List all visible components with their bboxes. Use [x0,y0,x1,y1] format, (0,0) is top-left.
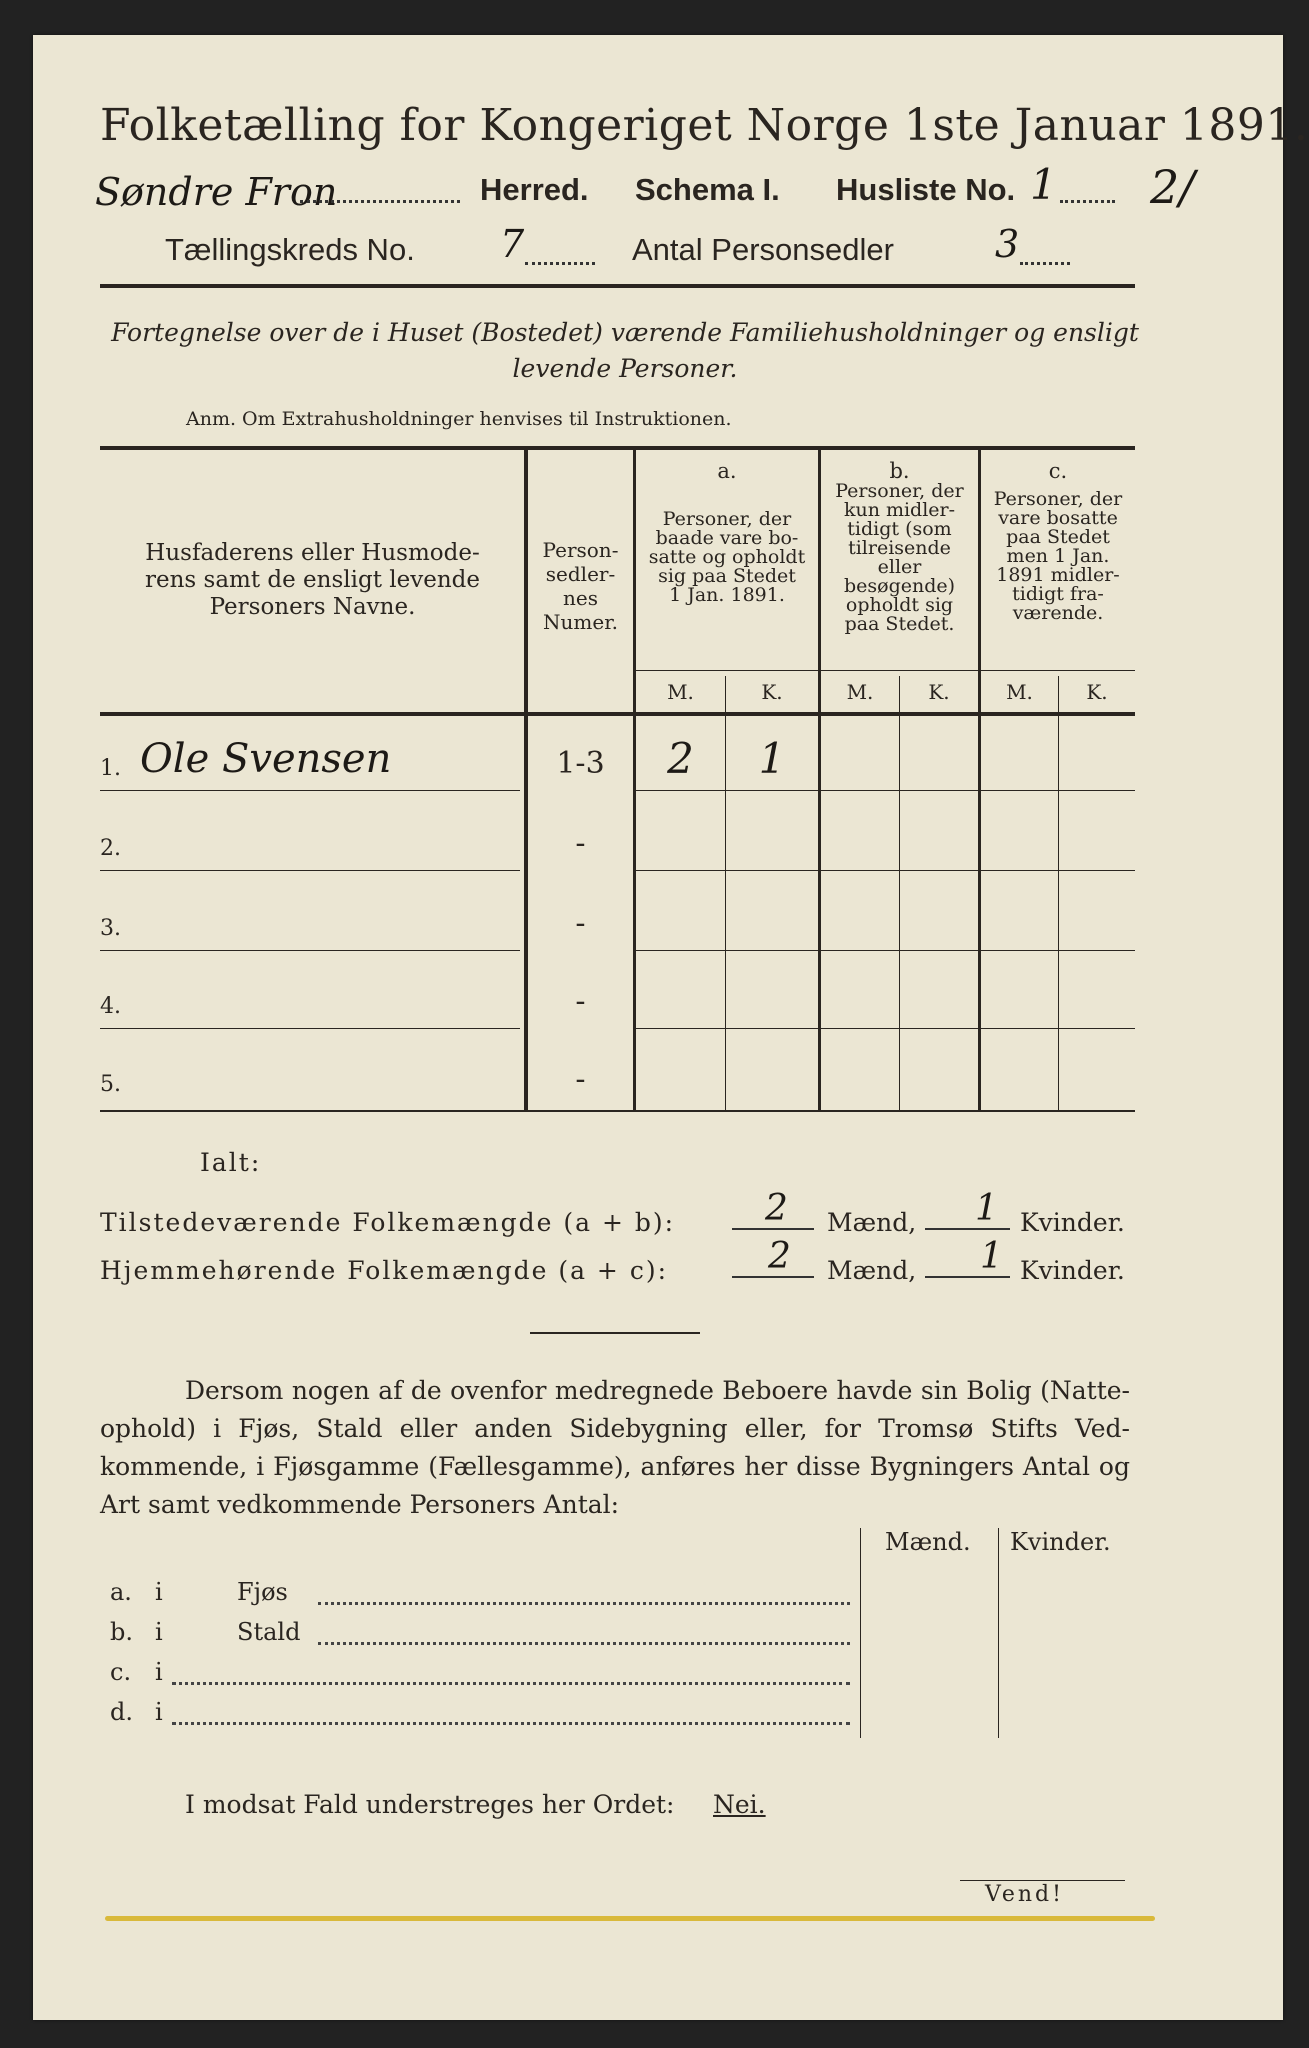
row-sedler: - [575,984,586,1019]
present-k-value: 1 [975,1188,998,1229]
row-line-name [100,950,520,951]
col-a-header [636,460,818,605]
building-dots [318,1642,850,1645]
col-a-header-l1: Personer, der [662,508,792,530]
header-rule [100,284,1135,288]
building-letter: a. [110,1578,132,1606]
col-b-header-l5: eller [877,556,922,578]
row-line-values [636,790,1135,791]
building-letter: b. [110,1618,133,1646]
col-num-header-l4: Numer. [543,610,618,634]
a-k-label: K. [761,680,783,704]
col-num-header-l1: Person- [542,538,619,562]
herred-label: Herred. [480,172,589,207]
row-sedler: - [575,1062,586,1097]
row-number: 2. [100,836,121,861]
col-c-header-l6: tidigt fra- [1012,583,1104,605]
antal-dots [1020,262,1070,265]
col-divider-c-mk [1058,676,1059,1110]
b-k-label: K. [928,680,950,704]
col-name-header-l2: rens samt de ensligt levende [145,567,480,593]
building-letter: d. [110,1698,133,1726]
col-a-header-l4: sig paa Stedet [658,565,796,587]
col-a-letter: a. [717,459,737,483]
row-a-m: 2 [667,734,694,783]
building-dots [318,1602,850,1605]
building-dots [172,1682,850,1685]
kreds-value: 7 [500,222,525,266]
col-c-header-l7: værende. [1012,602,1104,624]
vend-rule [960,1880,1125,1881]
col-c-header-l3: paa Stedet [1006,526,1110,548]
a-m-label: M. [667,680,694,704]
col-c-header-l2: vare bosatte [998,507,1118,529]
col-c-header-l1: Personer, der [993,488,1123,510]
building-prep: i [155,1618,163,1646]
row-line-values [636,870,1135,871]
ialt-label: Ialt: [200,1148,262,1177]
row-line-values [636,1028,1135,1029]
building-letter: c. [110,1658,132,1686]
resident-label: Hjemmehørende Folkemængde (a + c): [100,1256,668,1285]
resident-kvinder: Kvinder. [1020,1256,1125,1285]
row-a-k: 1 [758,734,786,783]
anm-note: Anm. Om Extrahusholdninger henvises til Instruktionen. [186,408,732,430]
herred-dots [300,200,460,203]
col-b-header-l4: tilreisende [848,537,951,559]
row-line-name [100,870,520,871]
row-sedler: 1-3 [556,746,605,781]
building-dots [172,1722,850,1725]
row-number: 5. [100,1072,121,1097]
building-label: Stald [237,1618,301,1646]
mk-header-rule [636,670,1135,671]
kreds-dots [525,262,595,265]
present-maend: Mænd, [827,1208,917,1237]
b-m-label: M. [846,680,874,704]
col-num-header [528,538,633,634]
antal-label: Antal Personsedler [632,232,894,267]
col-num-header-l3: nes [563,586,598,610]
form-title: Folketælling for Kongeriget Norge 1ste Januar 1891. [100,100,1309,151]
c-k-label: K. [1086,680,1108,704]
row-sedler: - [575,826,586,861]
present-kvinder: Kvinder. [1020,1208,1125,1237]
col-b-header-l2: kun midler- [843,499,956,521]
row-name: Ole Svensen [140,736,392,782]
col-b-header-l1: Personer, der [835,480,964,502]
buildings-col-kvinder: Kvinder. [1010,1528,1111,1556]
buildings-col-maend: Mænd. [885,1528,971,1556]
col-b-letter: b. [889,459,910,483]
col-a-header-l3: satte og opholdt [648,546,806,568]
herred-value: Søndre Fron [95,170,338,214]
col-b-header-l3: tidigt (som [847,518,952,540]
buildings-paragraph: Dersom nogen af de ovenfor medregnede Beboere havde sin Bolig (Natteophold) i Fjøs, Stald eller anden Sidebygning eller, for Tromsø Stifts Vedkommende, i Fjøsgamme (Fællesgamme), anføres her disse Bygningers Antal og Art samt vedkommende Personers Antal: [100,1376,1130,1519]
contrary-text: I modsat Fald understreges her Ordet: [185,1790,675,1819]
vend-label: Vend! [985,1882,1064,1907]
col-a-header-l5: 1 Jan. 1891. [669,584,785,606]
col-divider-b-mk [899,676,900,1110]
col-a-header-l2: baade vare bo- [655,527,799,549]
table-bottom-rule [100,1110,1135,1112]
col-b-header-l7: opholdt sig [845,594,954,616]
row-number: 1. [100,756,121,781]
col-name-header-l3: Personers Navne. [209,594,416,620]
resident-maend: Mænd, [827,1256,917,1285]
schema-label: Schema I. [635,172,780,207]
nei-word: Nei. [713,1790,766,1819]
c-m-label: M. [1006,680,1033,704]
building-label: Fjøs [237,1578,288,1606]
buildings-col-divider-2 [998,1528,999,1738]
resident-k-value: 1 [980,1236,1003,1277]
separator-rule [530,1332,700,1334]
husliste-label: Husliste No. [836,172,1016,207]
col-name-header [105,540,520,621]
binding-thread [105,1916,1155,1921]
resident-m-value: 2 [768,1236,791,1277]
row-line-values [636,950,1135,951]
intro-line-1: Fortegnelse over de i Huset (Bostedet) værende Familiehusholdninger og ensligt [111,318,1139,347]
row-number: 3. [100,916,121,941]
row-number: 4. [100,994,121,1019]
col-num-header-l2: sedler- [545,562,616,586]
col-b-header-l8: paa Stedet. [844,613,955,635]
col-c-header-l5: 1891 midler- [996,564,1120,586]
col-c-header [981,460,1135,623]
row-line-name [100,790,520,791]
husliste-value: 1 [1030,160,1057,209]
kreds-label: Tællingskreds No. [165,232,415,267]
col-name-header-l1: Husfaderens eller Husmode- [145,540,480,566]
present-m-value: 2 [765,1188,788,1229]
husliste-dots [1060,200,1115,203]
intro-line-2: levende Personer. [512,354,738,383]
antal-value: 3 [995,222,1020,266]
row-sedler: - [575,906,586,941]
building-prep: i [155,1658,163,1686]
building-prep: i [155,1578,163,1606]
buildings-col-divider-1 [860,1528,861,1738]
col-b-header-l6: besøgende) [843,575,956,597]
row-line-name [100,1028,520,1029]
col-c-header-l4: men 1 Jan. [1006,545,1110,567]
building-prep: i [155,1698,163,1726]
col-b-header [821,460,978,634]
col-c-letter: c. [1048,459,1068,483]
corner-mark: 2/ [1150,160,1195,214]
present-label: Tilstedeværende Folkemængde (a + b): [100,1208,676,1237]
